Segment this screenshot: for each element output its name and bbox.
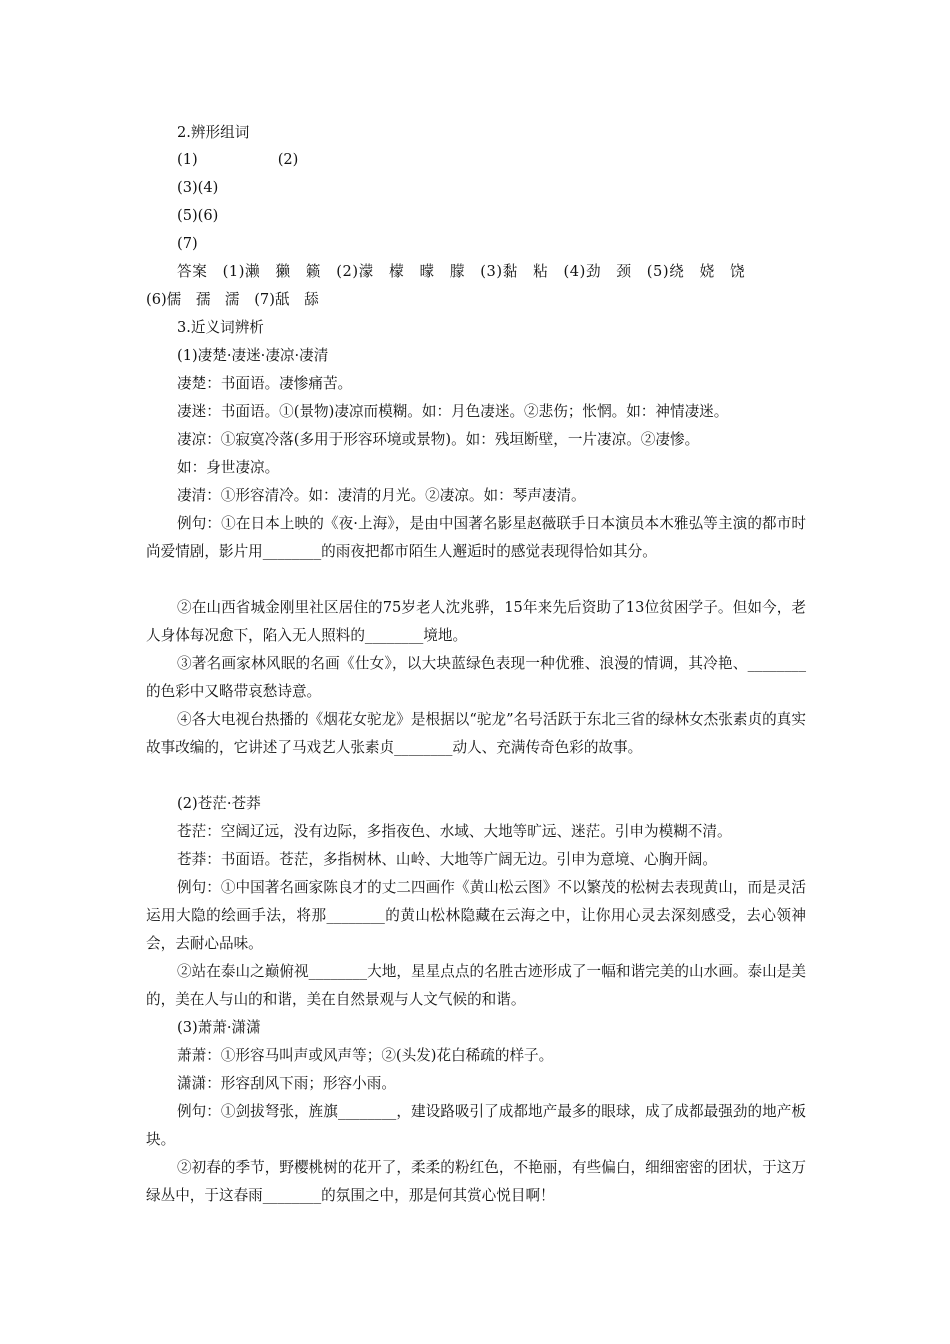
blank-row-3: (5)(6) xyxy=(177,207,219,224)
blank-label-1: (1) xyxy=(177,151,198,168)
group2-title: (2)苍茫·苍莽 xyxy=(177,795,261,812)
group3-example-1: 例句：①剑拔弩张，旌旗________，建设路吸引了成都地产最多的眼球，成了成都最强劲的地产板块。 xyxy=(146,1103,806,1148)
blank-row-2: (3)(4) xyxy=(177,179,219,196)
group1-def-1: 凄楚：书面语。凄惨痛苦。 xyxy=(177,375,353,392)
group1-title: (1)凄楚·凄迷·凄凉·凄清 xyxy=(177,347,329,364)
group1-example-1: 例句：①在日本上映的《夜·上海》，是由中国著名影星赵薇联手日本演员本木雅弘等主演的都市时尚爱情剧，影片用________的雨夜把都市陌生人邂逅时的感觉表现得恰如其分。 xyxy=(146,515,806,560)
group1-example-3: ③著名画家林风眠的名画《仕女》，以大块蓝绿色表现一种优雅、浪漫的情调，其冷艳、________的色彩中又略带哀愁诗意。 xyxy=(146,655,806,700)
answer-line-2: (6)儒 孺 濡 (7)舐 舔 xyxy=(146,291,319,308)
group2-example-2: ②站在泰山之巅俯视________大地，星星点点的名胜古迹形成了一幅和谐完美的山水画。泰山是美的，美在人与山的和谐，美在自然景观与人文气候的和谐。 xyxy=(146,963,806,1008)
answer-line-1: 答案 (1)濑 獭 籁 (2)濛 檬 曚 朦 (3)黏 粘 (4)劲 颈 (5)绕 娆 饶 xyxy=(177,263,746,280)
group1-example-4: ④各大电视台热播的《烟花女驼龙》是根据以“驼龙”名号活跃于东北三省的绿林女杰张素贞的真实故事改编的，它讲述了马戏艺人张素贞________动人、充满传奇色彩的故事。 xyxy=(146,711,806,756)
group3-example-2: ②初春的季节，野樱桃树的花开了，柔柔的粉红色，不艳丽，有些偏白，细细密密的团状，于这万绿丛中，于这春雨________的氛围之中，那是何其赏心悦目啊！ xyxy=(146,1159,806,1204)
blank-row-1 xyxy=(177,146,806,174)
group3-def-2: 潇潇：形容刮风下雨；形容小雨。 xyxy=(177,1075,396,1092)
group1-def-3: 凄凉：①寂寞冷落(多用于形容环境或景物)。如：残垣断壁，一片凄凉。②凄惨。 xyxy=(177,431,700,448)
section2-heading: 2.辨形组词 xyxy=(177,124,250,141)
group1-example-2: ②在山西省城金刚里社区居住的75岁老人沈兆骅，15年来先后资助了13位贫困学子。但如今，老人身体每况愈下，陷入无人照料的________境地。 xyxy=(146,599,806,644)
group3-title: (3)萧萧·潇潇 xyxy=(177,1019,261,1036)
group3-def-1: 萧萧：①形容马叫声或风声等；②(头发)花白稀疏的样子。 xyxy=(177,1047,554,1064)
group2-def-1: 苍茫：空阔辽远，没有边际，多指夜色、水域、大地等旷远、迷茫。引申为模糊不清。 xyxy=(177,823,732,840)
section3-heading: 3.近义词辨析 xyxy=(177,319,264,336)
group2-def-2: 苍莽：书面语。苍茫，多指树林、山岭、大地等广阔无边。引申为意境、心胸开阔。 xyxy=(177,851,717,868)
group2-example-1: 例句：①中国著名画家陈良才的丈二四画作《黄山松云图》不以繁茂的松树去表现黄山，而是灵活运用大隐的绘画手法，将那________的黄山松林隐藏在云海之中，让你用心灵去深刻感受，去心领神会，去耐心品味。 xyxy=(146,879,806,952)
blank-label-2: (2) xyxy=(277,151,299,168)
group1-def-4: 凄清：①形容清冷。如：凄清的月光。②凄凉。如：琴声凄清。 xyxy=(177,487,586,504)
group1-def-2: 凄迷：书面语。①(景物)凄凉而模糊。如：月色凄迷。②悲伤；怅惘。如：神情凄迷。 xyxy=(177,403,729,420)
group1-def-3b: 如：身世凄凉。 xyxy=(177,459,280,476)
blank-row-4: (7) xyxy=(177,235,198,252)
